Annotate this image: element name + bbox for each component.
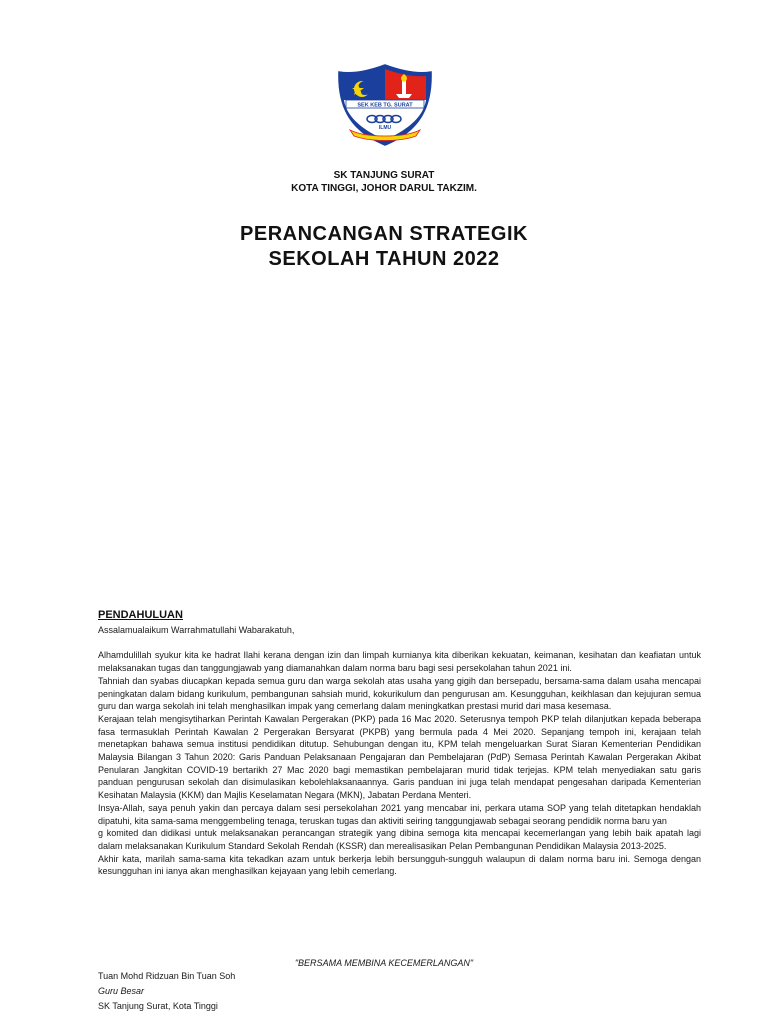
crest-banner-text: SEK KEB TG. SURAT [357,102,413,109]
school-crest-icon [336,64,434,146]
school-name: SK TANJUNG SURAT [333,170,435,181]
signatory-name: Tuan Mohd Ridzuan Bin Tuan Soh [98,971,236,981]
section-heading: PENDAHULUAN [98,609,183,621]
signatory-place: SK Tanjung Surat, Kota Tinggi [98,1001,218,1011]
paragraph-spacer [98,637,701,650]
paragraph: Alhamdulillah syukur kita ke hadrat Ilahi kerana dengan izin dan limpah kurnianya kita diberikan kekuatan, keimanan, kesihatan dan keafiatan untuk melaksanakan tugas dan tanggungjawab yang diamanahkan dalam norma baru bagi sesi persekolahan tahun 2021 ini. [98,650,701,674]
document-title-line-2: SEKOLAH TAHUN 2022 [268,248,500,270]
slogan: "BERSAMA MEMBINA KECEMERLANGAN" [294,958,474,968]
paragraph: Kerajaan telah mengisytiharkan Perintah Kawalan Pergerakan (PKP) pada 16 Mac 2020. Seterusnya tempoh PKP telah dilanjutkan kepada beberapa fasa termasuklah Perintah Kawalan 2 Pergerakan Bersyarat (PKPB) yang bermula pada 4 Mei 2020. Sepanjang tempoh ini, kerajaan telah menetapkan bahawa semua institusi pendidikan ditutup. Sehubungan dengan itu, KPM telah mengeluarkan Surat Siaran Kementerian Pendidikan Malaysia Bilangan 3 Tahun 2020: Garis Panduan Pelaksanaan Pengajaran dan Pembelajaran (PdP) Semasa Perintah Kawalan Pergerakan Akibat Penularan Jangkitan COVID-19 bertarikh 27 Mac 2020 bagi memastikan pembelajaran murid tidak terjejas. KPM telah menyediakan satu garis panduan pengurusan sekolah dan disimulasikan kebolehlaksanaannya. Garis panduan ini juga telah mendapat pengesahan daripada Kementerian Kesihatan Malaysia (KKM) dan Majlis Keselamatan Negara (MKN), Jabatan Perdana Menteri. [98,713,701,801]
paragraph: Insya-Allah, saya penuh yakin dan percaya dalam sesi persekolahan 2021 yang mencabar ini, perkara utama SOP yang telah ditetapkan hendaklah dipatuhi, kita sama-sama menggembeling tenaga, teruskan tugas dan aktiviti seiring tanggungjawab sebagai seorang pendidik norma baru yan [98,802,701,826]
signatory-position: Guru Besar [98,986,145,996]
paragraph-greeting: Assalamualaikum Warrahmatullahi Wabarakatuh, [98,625,295,635]
paragraph: g komited dan didikasi untuk melaksanakan perancangan strategik yang dibina semoga kita mencapai kecemerlangan yang lebih baik apatah lagi dalam melaksanakan Kurikulum Standard Sekolah Rendah (KSSR) dan merealisasikan Pelan Pembangunan Pendidikan Malaysia 2013-2025. [98,828,701,851]
crest-motto-text: ILMU [378,125,392,131]
document-title-line-1: PERANCANGAN STRATEGIK [240,223,528,245]
paragraph: Akhir kata, marilah sama-sama kita tekadkan azam untuk berkerja lebih bersungguh-sungguh walaupun di dalam norma baru ini. Semoga dengan kesungguhan ini ianya akan menghasilkan kejayaan yang lebih cemerlang. [98,853,701,877]
school-address: KOTA TINGGI, JOHOR DARUL TAKZIM. [291,183,477,194]
body-text [98,624,701,878]
paragraph: Tahniah dan syabas diucapkan kepada semua guru dan warga sekolah atas usaha yang gigih dan bersepadu, bersama-sama dalam usaha mencapai peningkatan dalam bidang kurikulum, pembangunan sahsiah murid, kokurikulum dan pengurusan am. Kesungguhan, keikhlasan dan kejujuran semua guru dan warga sekolah ini telah menghasilkan impak yang cemerlang dalam meningkatkan prestasi murid dari masa kesemasa. [98,675,701,712]
